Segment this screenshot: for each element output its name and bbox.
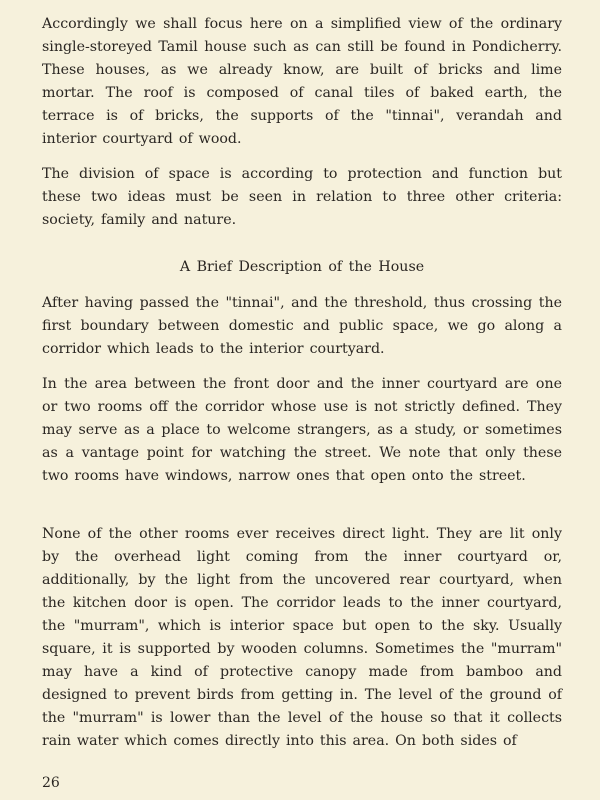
paragraph-intro: Accordingly we shall focus here on a simplified view of the ordinary single-storeyed Tamil house such as can still be found in Pondicherry. These houses, as we already know, are built of bricks and lime mortar. The roof is composed of canal tiles of baked earth, the terrace is of bricks, the supports of the "tinnai", verandah and interior courtyard of wood. (42, 16, 562, 147)
paragraph-front-rooms: In the area between the front door and the inner courtyard are one or two rooms off the corridor whose use is not strictly defined. They may serve as a place to welcome strangers, as a study, or sometimes as a vantage point for watching the street. We note that only these two rooms have windows, narrow ones that open onto the street. (42, 376, 562, 484)
section-heading: A Brief Description of the House (179, 259, 425, 275)
page-number: 26 (42, 775, 60, 791)
paragraph-division-of-space: The division of space is according to protection and function but these two ideas must be seen in relation to three other criteria: society, family and nature. (42, 166, 562, 228)
paragraph-tinnai-corridor: After having passed the "tinnai", and the threshold, thus crossing the first boundary between domestic and public space, we go along a corridor which leads to the interior courtyard. (42, 295, 562, 357)
paragraph-murram: None of the other rooms ever receives direct light. They are lit only by the overhead light coming from the inner courtyard or, additionally, by the light from the uncovered rear courtyard, when the kitchen door is open. The corridor leads to the inner courtyard, the "murram", which is interior space but open to the sky. Usually square, it is supported by wooden columns. Sometimes the "murram" may have a kind of protective canopy made from bamboo and designed to prevent birds from getting in. The level of the ground of the "murram" is lower than the level of the house so that it collects rain water which comes directly into this area. On both sides of (42, 526, 562, 749)
